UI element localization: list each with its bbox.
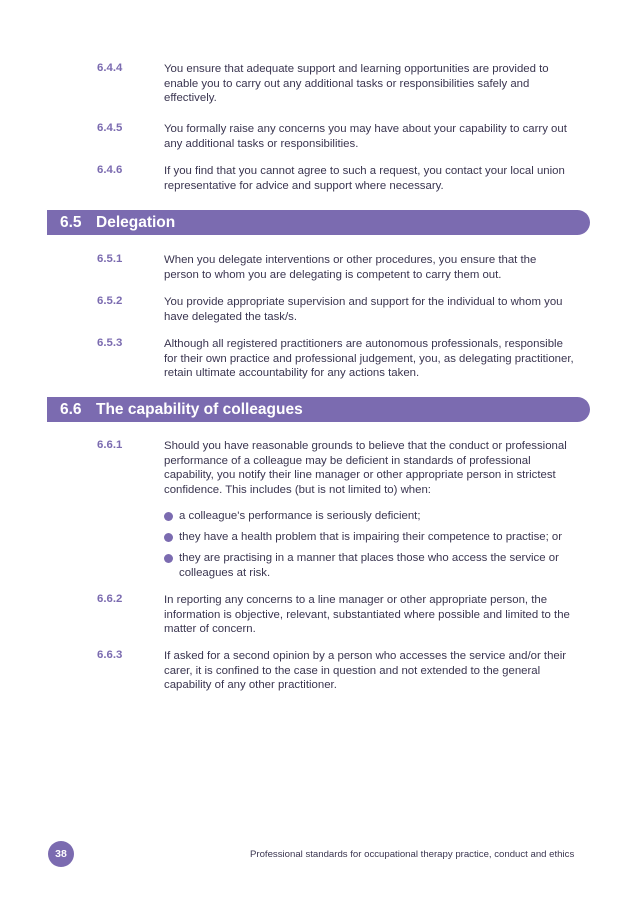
bullet-dot-icon xyxy=(164,554,173,563)
clause-number: 6.4.6 xyxy=(97,164,123,176)
clause-number: 6.5.2 xyxy=(97,295,123,307)
section-title: The capability of colleagues xyxy=(96,401,303,418)
clause-number: 6.5.3 xyxy=(97,337,123,349)
clause-text: In reporting any concerns to a line manager or other appropriate person, the information is objective, relevant, substantiated where possible and limited to the matter of concern. xyxy=(164,594,570,635)
section-number: 6.6 xyxy=(60,401,82,418)
clause-text: You provide appropriate supervision and support for the individual to whom you have delegated the task/s. xyxy=(164,296,563,323)
clause-text: You ensure that adequate support and learning opportunities are provided to enable you to carry out any additional tasks or responsibilities safely and effectively. xyxy=(164,63,549,104)
clause-number: 6.5.1 xyxy=(97,253,123,265)
clause-text: Although all registered practitioners are autonomous professionals, responsible for their own practice and professional judgement, you, as delegating practitioner, retain ultimate accountability for any actions taken. xyxy=(164,338,574,379)
bullet-text: they are practising in a manner that places those who access the service or colleagues at risk. xyxy=(179,552,559,579)
clause-text: If asked for a second opinion by a person who accesses the service and/or their carer, it is confined to the case in question and not extended to the general capability of any other practitioner. xyxy=(164,650,567,691)
footer-title: Professional standards for occupational therapy practice, conduct and ethics xyxy=(250,849,575,860)
bullet-dot-icon xyxy=(164,512,173,521)
clause-text: You formally raise any concerns you may have about your capability to carry out any additional tasks or responsibilities. xyxy=(164,123,567,150)
section-title: Delegation xyxy=(96,214,176,231)
clause-text: Should you have reasonable grounds to believe that the conduct or professional performance of a colleague may be deficient in standards of professional capability, you notify their line manager or other appropriate person in strictest confidence. This includes (but is not limited to) when: xyxy=(164,440,567,496)
section-number: 6.5 xyxy=(60,214,82,231)
clause-number: 6.4.4 xyxy=(97,62,123,74)
bullet-text: they have a health problem that is impairing their competence to practise; or xyxy=(179,531,563,543)
page-number-badge: 38 xyxy=(48,841,74,867)
section-heading-6-6 xyxy=(47,397,590,422)
clause-text: If you find that you cannot agree to such a request, you contact your local union representative for advice and support where necessary. xyxy=(164,165,565,192)
clause-number: 6.6.3 xyxy=(97,649,123,661)
section-heading-6-5 xyxy=(47,210,590,235)
clause-number: 6.4.5 xyxy=(97,122,123,134)
bullet-dot-icon xyxy=(164,533,173,542)
clause-number: 6.6.2 xyxy=(97,593,123,605)
clause-number: 6.6.1 xyxy=(97,439,123,451)
bullet-text: a colleague's performance is seriously deficient; xyxy=(179,510,421,522)
clause-text: When you delegate interventions or other procedures, you ensure that the person to whom you are delegating is competent to carry them out. xyxy=(164,254,537,281)
